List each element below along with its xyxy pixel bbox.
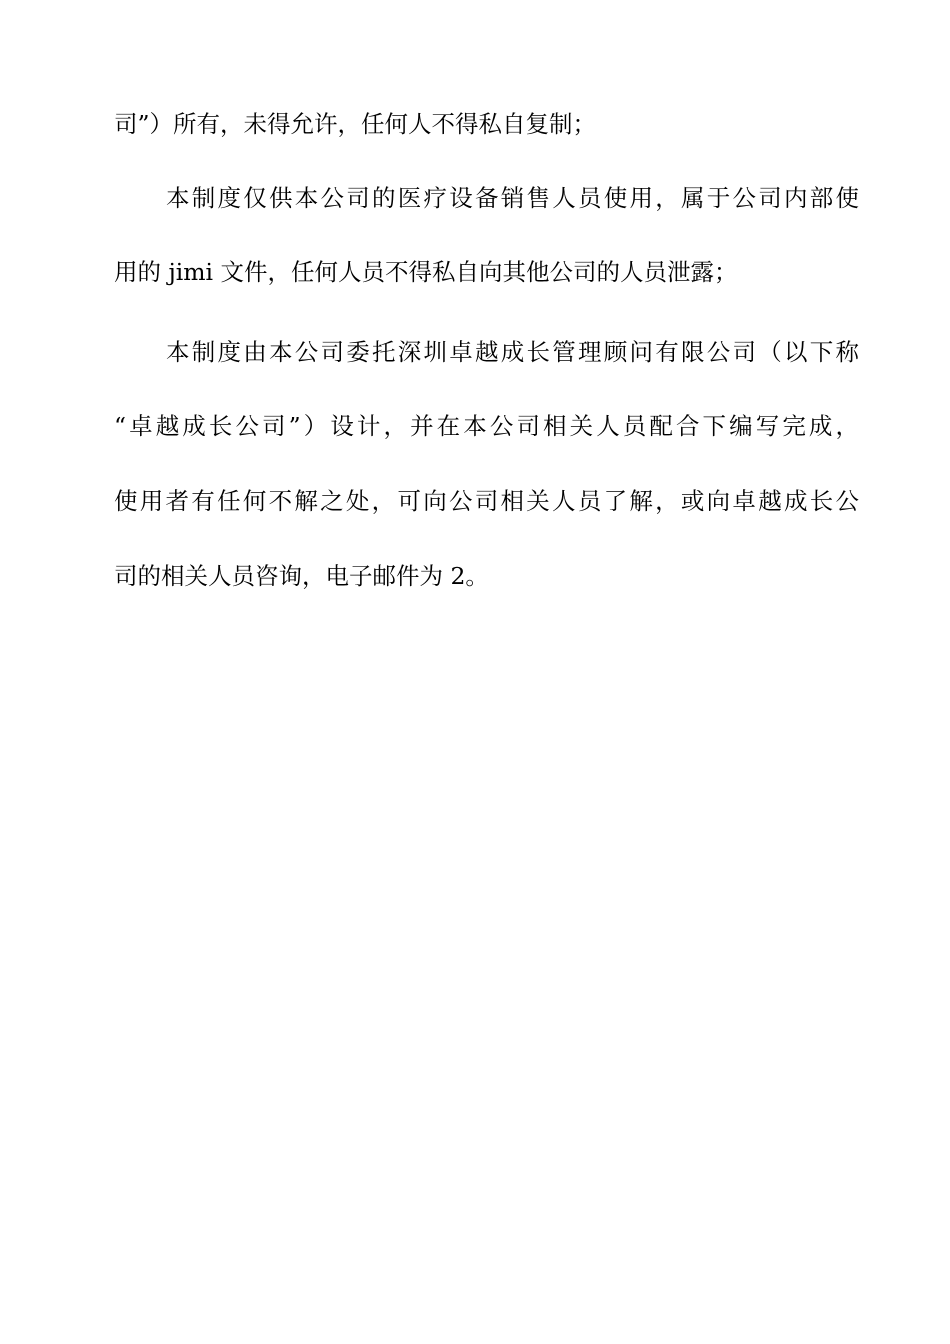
paragraph-3-line-2: “卓越成长公司”）设计，并在本公司相关人员配合下编写完成， — [114, 412, 859, 440]
paragraph-2-line-2: 用的 jimi 文件，任何人员不得私自向其他公司的人员泄露； — [114, 258, 738, 286]
paragraph-3-line-1: 本制度由本公司委托深圳卓越成长管理顾问有限公司（以下称 — [166, 338, 859, 366]
paragraph-2-line-1: 本制度仅供本公司的医疗设备销售人员使用，属于公司内部使 — [166, 184, 859, 212]
paragraph-3-line-3: 使用者有任何不解之处，可向公司相关人员了解，或向卓越成长公 — [114, 487, 859, 515]
paragraph-3-line-4: 司的相关人员咨询，电子邮件为 2。 — [114, 562, 489, 590]
paragraph-1-line-1: 司”）所有，未得允许，任何人不得私自复制； — [114, 110, 597, 138]
